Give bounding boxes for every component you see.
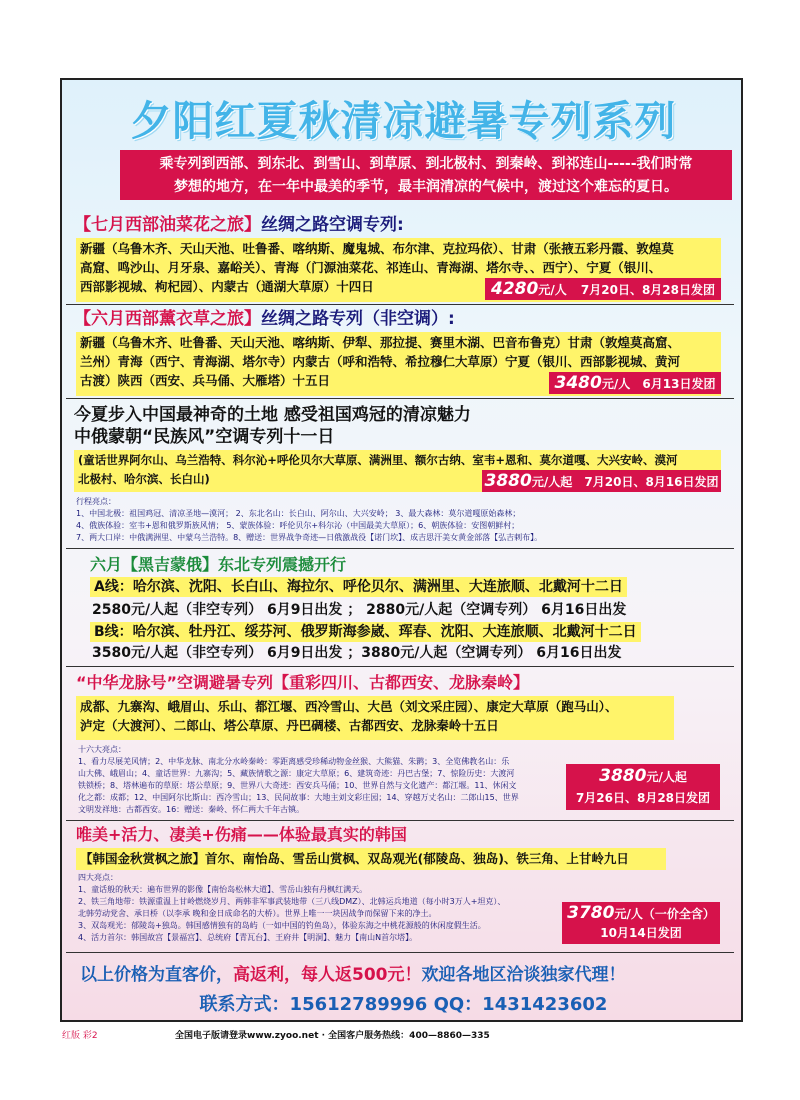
s5-route [76,696,674,740]
footer-price-note [80,960,626,985]
s3-hl-line: 4、俄族体验：室韦+恩和俄罗斯族风情； 5、蒙族体验：呼伦贝尔+科尔沁（中国最美大草原）；6、朝族体验：安图朝鲜村； [76,521,520,530]
s1-name: 丝绸之路空调专列: [261,215,404,235]
s3-price-badge [482,470,721,492]
s2-price-badge [549,372,721,394]
s1-route-line: 新疆（乌鲁木齐、天山天池、吐鲁番、喀纳斯、魔鬼城、布尔津、克拉玛依）、甘肃（张掖五彩丹霞、敦煌莫 [80,241,674,256]
s4-b-price: 3580元/人起（非空专列） 6月9日出发 ；3880元/人起（空调专列） 6月16日出发 [92,645,622,661]
footer-note-c: 欢迎各地区洽谈独家代理！ [421,965,626,985]
s6-headline: 唯美+活力、凄美+伤痛——体验最真实的韩国 [76,825,407,844]
s6-hl-title: 四大亮点： [78,873,118,882]
s5-dates: 7月26日、8月28日发团 [575,791,711,805]
intro-banner [120,150,732,200]
s2-unit: 元/人 [601,377,631,391]
s1-price: 4280 [490,279,539,299]
s5-hl-line: 铁锁桥；8、塔林遍布的草原：塔公草原；9、世界八大奇迹：西安兵马俑；10、世界自然与文化遗产：都江堰。11、休闲文 [78,781,517,790]
s2-dates: 6月13日发团 [642,377,716,391]
s1-price-badge [485,278,721,300]
divider [66,952,734,953]
s6-price: 3780 [567,903,615,923]
s6-hl-line: 4、活力首尔：韩国故宫【景福宫】、总统府【青瓦台】、王府井【明洞】、魅力【南山N首尔塔】。 [78,933,418,942]
s6-hl-line: 2、铁三角地带：铁源重温上甘岭燃烧岁月、两韩非军事武装地带（三八线DMZ）、北韩运兵地道（每小时3万人+坦克）、 [78,897,506,906]
page-edition-label: 红版 彩2 [62,1031,98,1041]
divider [66,398,734,399]
s6-hl-line: 1、童话般的秋天：遍布世界的影像【南怡岛松林大道】、雪岳山独有丹枫红满天。 [78,885,368,894]
s1-dates: 7月20日、8月28日发团 [580,283,715,297]
s3-hl-line: 7、两大口岸：中俄满洲里、中蒙乌兰浩特。8、赠送：世界战争奇迹—日俄激战役【诺门坎】、成吉思汗美女黄金部落【弘吉剌布】。 [76,533,543,542]
s2-name: 丝绸之路专列（非空调）: [261,309,455,329]
s5-route-line: 泸定（大渡河）、二郎山、塔公草原、丹巴碉楼、古都西安、龙脉秦岭十五日 [80,718,499,733]
s6-price-badge [562,902,720,944]
s3-route-line: 北极村、哈尔滨、长白山) [78,472,210,486]
s4-a-line: A线：哈尔滨、沈阳、长白山、海拉尔、呼伦贝尔、满洲里、大连旅顺、北戴河十二日 [90,577,627,597]
s1-bracket: 【七月西部油菜花之旅】 [74,215,261,235]
s6-hl-line: 3、双岛观光：郁陵岛+独岛。韩国感情独有的岛屿（一如中国的钓鱼岛），体验东海之中桃花源般的休闲度假生活。 [78,921,486,930]
intro-line-2: 梦想的地方，在一年中最美的季节，最丰润清凉的气候中，渡过这个难忘的夏日。 [174,179,678,195]
s5-headline: “中华龙脉号”空调避暑专列【重彩四川、古都西安、龙脉秦岭】 [76,673,530,692]
s6-unit: 元/人（一价全含） [614,907,715,921]
s1-unit: 元/人 [538,283,567,297]
divider [66,666,734,667]
s2-route-line: 兰州）青海（西宁、青海湖、塔尔寺）内蒙古（呼和浩特、希拉穆仁大草原）宁夏（银川、西部影视城、黄河 [80,354,681,369]
s3-hl-line: 1、中国北极：祖国鸡冠、清凉圣地—漠河； 2、东北名山：长白山、阿尔山、大兴安岭； 3、最大森林：莫尔道嘎原始森林； [76,509,521,518]
s1-route-line: 西部影视城、枸杞园）、内蒙古（通湖大草原）十四日 [80,279,374,294]
s5-price-badge [566,764,720,810]
s1-header [74,214,404,236]
s5-hl-line: 文明发祥地：古都西安。16：赠送：秦岭、怀仁两大千年古镇。 [78,805,305,814]
s5-route-line: 成都、九寨沟、峨眉山、乐山、都江堰、西冷雪山、大邑（刘文采庄园）、康定大草原（跑马山）、 [80,699,618,714]
s3-route-line: (童话世界阿尔山、乌兰浩特、科尔沁+呼伦贝尔大草原、满洲里、额尔古纳、室韦+恩和、莫尔道嘎、大兴安岭、漠河 [78,453,678,467]
s6-highlights [78,872,568,944]
divider [66,548,734,549]
s4-headline: 六月【黑吉蒙俄】东北专列震撼开行 [90,555,347,574]
s5-hl-line: 山大佛、峨眉山；4、童话世界：九寨沟；5、藏族情歌之源：康定大草原；6、建筑奇迹：丹巴古堡；7、惊险历史：大渡河 [78,769,515,778]
divider [66,820,734,821]
poster-page [60,78,743,1022]
s3-highlights [76,496,726,544]
s2-route-line: 古渡）陕西（西安、兵马俑、大雁塔）十五日 [80,373,331,388]
s1-route-line: 高窟、鸣沙山、月牙泉、嘉峪关）、青海（门源油菜花、祁连山、青海湖、塔尔寺、、西宁）、宁夏（银川、 [80,260,662,275]
s6-hl-line: 北韩劳动党舍、承日桥（以李承 晚和金日成命名的大桥）。世界上唯一一块因战争而保留下来的净土。 [78,909,437,918]
s2-header [74,308,455,330]
intro-line-1: 乘专列到西部、到东北、到雪山、到草原、到北极村、到秦岭、到祁连山-----我们时常 [159,156,693,172]
s3-hl-title: 行程亮点： [76,497,116,506]
s5-hl-title: 十六大亮点： [78,745,126,754]
s3-dates: 7月20日、8月16日发团 [584,475,719,489]
footer-contact: 联系方式：15612789996 QQ：1431423602 [199,994,608,1015]
s3-headline: 今夏步入中国最神奇的土地 感受祖国鸡冠的清凉魅力 [74,405,471,425]
s2-route-line: 新疆（乌鲁木齐、吐鲁番、天山天池、喀纳斯、伊犁、那拉提、赛里木湖、巴音布鲁克）甘肃（敦煌莫高窟、 [80,335,681,350]
page-title: 夕阳红夏秋清凉避暑专列系列 [130,97,677,145]
footer-note-a: 以上价格为直客价， [80,965,233,985]
footer-note-b: 高返利，每人返500元！ [233,965,422,985]
s5-price: 3880 [599,766,647,786]
s5-hl-line: 1、看力尽展羌风情；2、中华龙脉、南北分水岭秦岭：零距离感受珍稀动物金丝猴、大熊猫、朱鹮；3、全览佛教名山：乐 [78,757,510,766]
s5-highlights [78,744,558,816]
s3-subheadline: 中俄蒙朝“民族风”空调专列十一日 [74,427,335,447]
s3-unit: 元/人起 [531,475,573,489]
s2-bracket: 【六月西部薰衣草之旅】 [74,309,261,329]
s5-hl-line: 化之都：成都；12、中国阿尔比斯山：西冷雪山；13、民间故事：大地主刘文彩庄园；14、穿越万丈名山：二郎山15、世界 [78,793,519,802]
s2-price: 3480 [554,373,602,393]
s3-price: 3880 [484,471,532,491]
divider [66,304,734,305]
s5-unit: 元/人起 [646,770,687,784]
s4-a-price: 2580元/人起（非空专列） 6月9日出发 ； 2880元/人起（空调专列） 6月16日出发 [92,602,627,618]
s4-b-line: B线：哈尔滨、牡丹江、绥芬河、俄罗斯海参崴、珲春、沈阳、大连旅顺、北戴河十二日 [90,622,641,642]
s6-dates: 10月14日发团 [600,926,682,940]
page-footer-info: 全国电子版请登录www.zyoo.net · 全国客户服务热线：400—8860—335 [175,1031,490,1041]
s6-route: 【韩国金秋赏枫之旅】首尔、南怡岛、雪岳山赏枫、双岛观光(郁陵岛、独岛)、铁三角、上甘岭九日 [76,848,666,870]
